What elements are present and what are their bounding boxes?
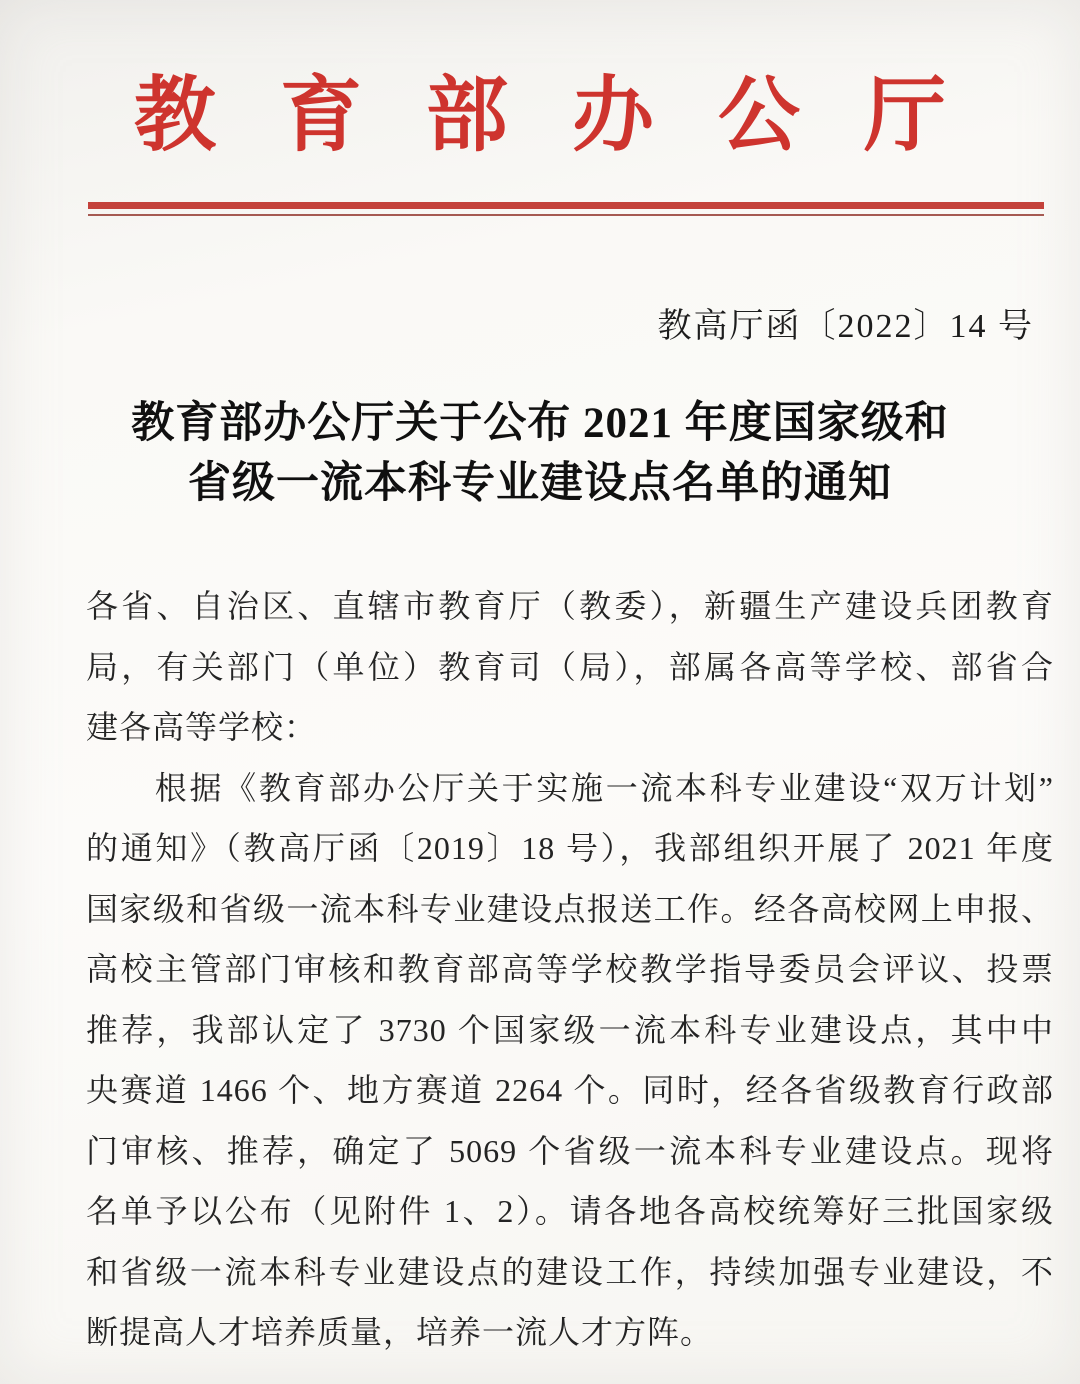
document-number: 教高厅函〔2022〕14 号 <box>657 308 1034 345</box>
body-line-5: 推荐，我部认定了 3730 个国家级一流本科专业建设点，其中中 <box>86 1011 1054 1048</box>
body-line-1: 根据《教育部办公厅关于实施一流本科专业建设“双万计划” <box>154 769 1054 806</box>
letterhead-title: 教育部办公厅 <box>133 70 1010 161</box>
body-line-8: 名单予以公布（见附件 1、2）。请各地各高校统筹好三批国家级 <box>86 1193 1054 1229</box>
body-line-4: 高校主管部门审核和教育部高等学校教学指导委员会评议、投票 <box>86 951 1054 987</box>
letterhead-divider <box>88 202 1044 216</box>
salutation-line-3: 建各高等学校： <box>86 709 318 745</box>
body-line-10: 断提高人才培养质量，培养一流人才方阵。 <box>86 1314 714 1350</box>
notice-title <box>10 394 1070 514</box>
body-line-9: 和省级一流本科专业建设点的建设工作，持续加强专业建设，不 <box>86 1253 1054 1290</box>
notice-title-line-1: 教育部办公厅关于公布 2021 年度国家级和 <box>131 400 949 447</box>
body-line-7: 门审核、推荐，确定了 5069 个省级一流本科专业建设点。现将 <box>86 1132 1054 1169</box>
salutation-line-2: 局，有关部门（单位）教育司（局），部属各高等学校、部省合 <box>86 648 1054 685</box>
body-line-2: 的通知》（教高厅函〔2019〕18 号），我部组织开展了 2021 年度 <box>86 830 1054 866</box>
body-line-3: 国家级和省级一流本科专业建设点报送工作。经各高校网上申报、 <box>86 890 1054 927</box>
notice-title-line-2: 省级一流本科专业建设点名单的通知 <box>188 460 892 507</box>
notice-body <box>86 576 1054 1363</box>
salutation-line-1: 各省、自治区、直辖市教育厅（教委），新疆生产建设兵团教育 <box>86 588 1054 624</box>
body-line-6: 央赛道 1466 个、地方赛道 2264 个。同时，经各省级教育行政部 <box>86 1072 1054 1108</box>
